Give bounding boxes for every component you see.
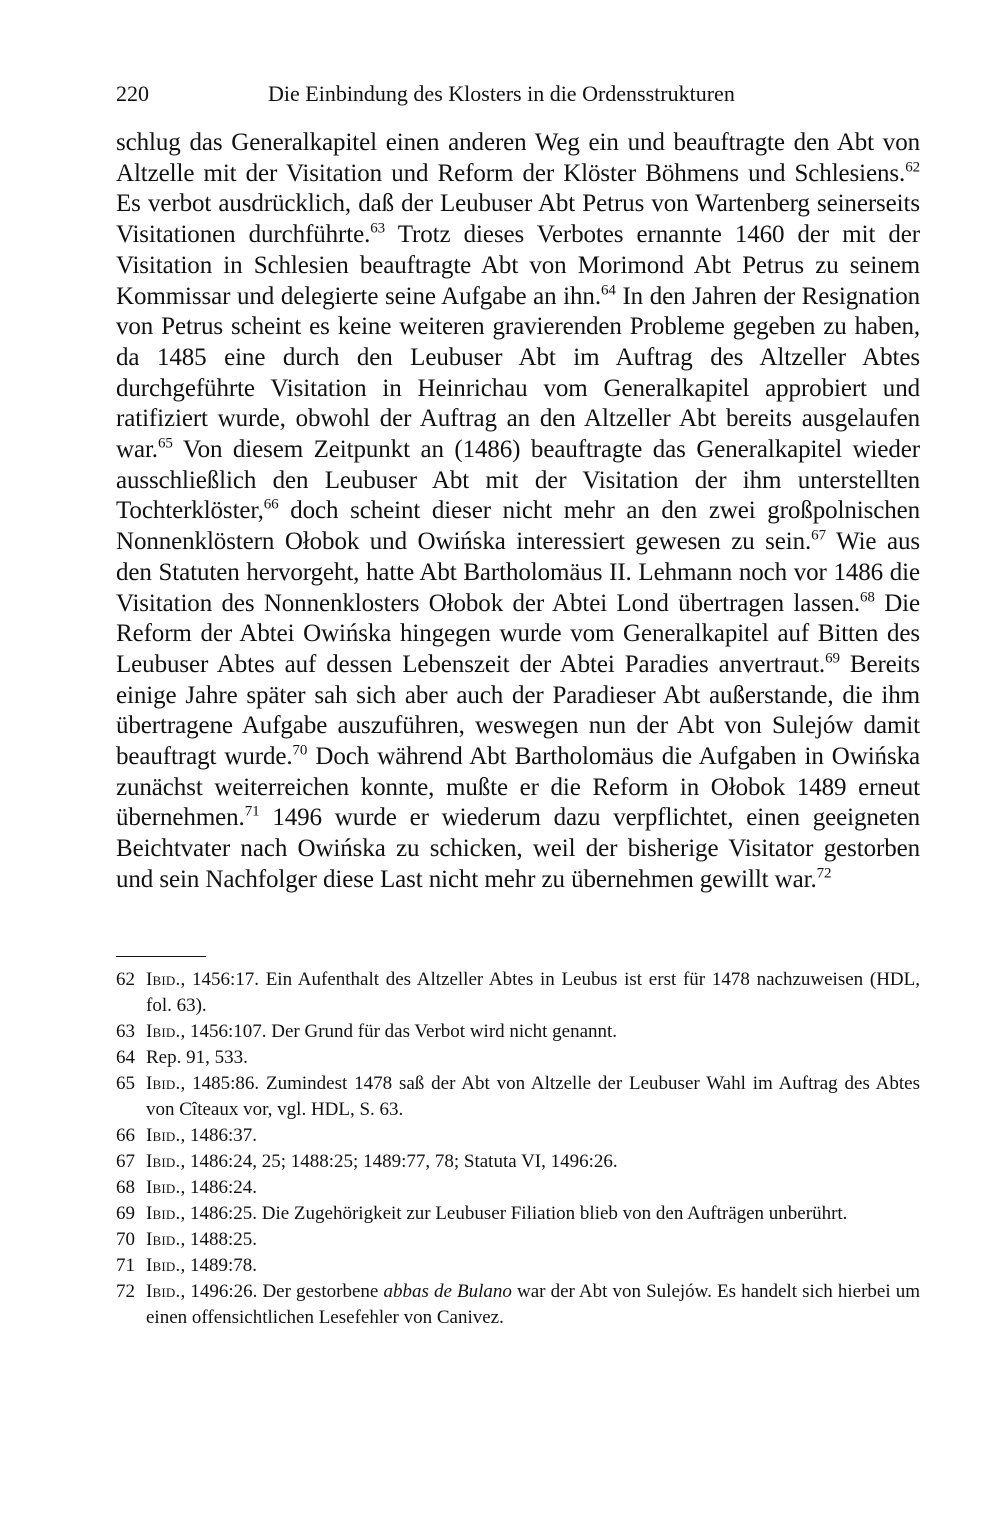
footnote-64 (116, 1045, 920, 1071)
footnote-content: , 1456:17. Ein Aufenthalt des Altzeller Abtes in Leubus ist erst für 1478 nachzuweisen (HDL, fol. 63). (146, 969, 920, 1017)
footnote-66 (116, 1123, 920, 1149)
book-page (116, 78, 920, 1331)
footnote-65 (116, 1071, 920, 1123)
footnote-text (146, 1201, 920, 1227)
footnote-69 (116, 1201, 920, 1227)
footnote-ref-66[interactable]: 66 (263, 497, 279, 514)
source-abbreviation: Ibid. (146, 1073, 181, 1095)
footnote-content: , 1486:37. (180, 1125, 257, 1147)
footnote-content: , 1486:25. Die Zugehörigkeit zur Leubuser Filiation blieb von den Aufträgen unberührt. (180, 1203, 848, 1225)
text-segment-72: 1496 wurde er wiederum dazu verpflichtet, einen geeigneten Beichtvater nach Owińska zu schicken, weil der bisherige Visitator gestorben und sein Nachfolger diese Last nicht mehr zu übernehmen gewillt war. (116, 804, 920, 893)
text-segment-64: Trotz dieses Verbotes ernannte 1460 der mit der Visitation in Schlesien beauftragte Abt von Morimond Abt Petrus zu seinem Kommissar und delegierte seine Aufgabe an ihn. (116, 221, 921, 310)
footnote-number: 70 (116, 1229, 135, 1251)
source-abbreviation: Ibid. (146, 1229, 181, 1251)
footnote-number: 65 (116, 1073, 135, 1095)
footnote-text (146, 1123, 920, 1149)
footnote-text (146, 1253, 920, 1279)
text-segment-71: Doch während Abt Bartholomäus die Aufgaben in Owińska zunächst weiterreichen konnte, mußte er die Reform in Ołobok 1489 erneut übernehmen. (116, 743, 920, 832)
footnote-text (146, 1071, 920, 1123)
footnote-number: 71 (116, 1255, 135, 1277)
footnote-ref-70[interactable]: 70 (292, 742, 308, 759)
footnote-number: 72 (116, 1281, 135, 1303)
footnote-ref-68[interactable]: 68 (860, 589, 875, 606)
source-abbreviation: Ibid. (146, 1177, 181, 1199)
main-paragraph (116, 128, 920, 896)
text-segment-66: Von diesem Zeitpunkt an (1486) beauftragte das Generalkapitel wieder ausschließlich den Leubuser Abt mit der Visitation der ihm unterstellten Tochterklöster, (116, 436, 920, 525)
source-abbreviation: Ibid. (146, 1151, 181, 1173)
footnote-ref-65[interactable]: 65 (157, 435, 173, 452)
source-abbreviation: Ibid. (146, 969, 181, 991)
footnote-content: Rep. 91, 533. (146, 1047, 248, 1069)
footnote-content-after-italic: war der Abt von Sulejów. Es handelt sich hierbei um einen offensichtlichen Lesefehler von Canivez. (146, 1281, 920, 1329)
footnote-68 (116, 1175, 920, 1201)
footnote-number: 66 (116, 1125, 135, 1147)
footnote-number: 68 (116, 1177, 135, 1199)
footnote-number: 69 (116, 1203, 135, 1225)
footnote-72 (116, 1279, 920, 1331)
running-head (116, 78, 920, 110)
text-segment-63: Es verbot ausdrücklich, daß der Leubuser Abt Petrus von Wartenberg seinerseits Visitationen durchführte. (116, 190, 920, 249)
footnote-content: , 1485:86. Zumindest 1478 saß der Abt von Altzelle der Leubuser Wahl im Auftrag des Abtes von Cîteaux vor, vgl. HDL, S. 63. (146, 1073, 920, 1121)
text-segment-68: Wie aus den Statuten hervorgeht, hatte Abt Bartholomäus II. Lehmann noch vor 1486 die Visitation des Nonnenklosters Ołobok der Abtei Lond übertragen lassen. (116, 528, 921, 617)
footnote-ref-63[interactable]: 63 (370, 220, 386, 237)
footnote-70 (116, 1227, 920, 1253)
footnote-separator (116, 956, 206, 958)
footnote-62 (116, 967, 920, 1019)
footnote-text (146, 1279, 920, 1331)
footnote-content: , 1486:24. (180, 1177, 257, 1199)
footnote-text (146, 1227, 920, 1253)
footnotes (116, 967, 920, 1331)
text-segment-69: Die Reform der Abtei Owińska hingegen wurde vom Generalkapitel auf Bitten des Leubuser Abtes auf dessen Lebenszeit der Abtei Paradies anvertraut. (116, 589, 920, 678)
footnote-text (146, 967, 920, 1019)
footnote-text (146, 1149, 920, 1175)
footnote-number: 64 (116, 1047, 135, 1069)
text-segment-62: schlug das Generalkapitel einen anderen Weg ein und beauftragte den Abt von Altzelle mit der Visitation und Reform der Klöster Böhmens und Schlesiens. (116, 129, 920, 187)
footnote-number: 63 (116, 1021, 135, 1043)
footnote-ref-64[interactable]: 64 (600, 282, 616, 299)
footnote-ref-72[interactable]: 72 (816, 865, 832, 882)
source-abbreviation: Ibid. (146, 1021, 181, 1043)
footnote-71 (116, 1253, 920, 1279)
source-abbreviation: Ibid. (146, 1281, 181, 1303)
source-abbreviation: Ibid. (146, 1125, 181, 1147)
footnote-text (146, 1175, 920, 1201)
text-segment-67: doch scheint dieser nicht mehr an den zwei großpolnischen Nonnenklöstern Ołobok und Owińska interessiert gewesen zu sein. (116, 497, 921, 556)
footnote-ref-62[interactable]: 62 (905, 159, 920, 176)
footnote-number: 62 (116, 969, 135, 991)
footnote-63 (116, 1019, 920, 1045)
page-number: 220 (116, 81, 149, 106)
footnote-content: , 1489:78. (180, 1255, 257, 1277)
source-abbreviation: Ibid. (146, 1203, 181, 1225)
italic-phrase: abbas de Bulano (383, 1281, 512, 1303)
footnote-content: , 1456:107. Der Grund für das Verbot wird nicht genannt. (180, 1021, 618, 1043)
footnote-content-before-italic: , 1496:26. Der gestorbene (180, 1281, 384, 1303)
text-segment-70: Bereits einige Jahre später sah sich aber auch der Paradieser Abt außerstande, die ihm übertragene Aufgabe auszuführen, weswegen nun der Abt von Sulejów damit beauftragt wurde. (116, 650, 920, 771)
footnote-ref-69[interactable]: 69 (825, 650, 840, 667)
text-segment-65: In den Jahren der Resignation von Petrus scheint es keine weiteren gravierenden Probleme gegeben zu haben, da 1485 eine durch den Leubuser Abt im Auftrag des Altzeller Abtes durchgeführte Visitation in Heinrichau vom Generalkapitel approbiert und ratifiziert wurde, obwohl der Auftrag an den Altzeller Abt bereits ausgelaufen war. (116, 282, 920, 464)
footnote-ref-71[interactable]: 71 (244, 804, 260, 821)
footnote-67 (116, 1149, 920, 1175)
footnote-content: , 1486:24, 25; 1488:25; 1489:77, 78; Statuta VI, 1496:26. (180, 1151, 618, 1173)
chapter-title: Die Einbindung des Klosters in die Ordensstrukturen (268, 81, 735, 106)
footnote-number: 67 (116, 1151, 135, 1173)
footnote-text (146, 1019, 920, 1045)
footnote-content: , 1488:25. (180, 1229, 257, 1251)
source-abbreviation: Ibid. (146, 1255, 181, 1277)
footnote-ref-67[interactable]: 67 (811, 527, 826, 544)
